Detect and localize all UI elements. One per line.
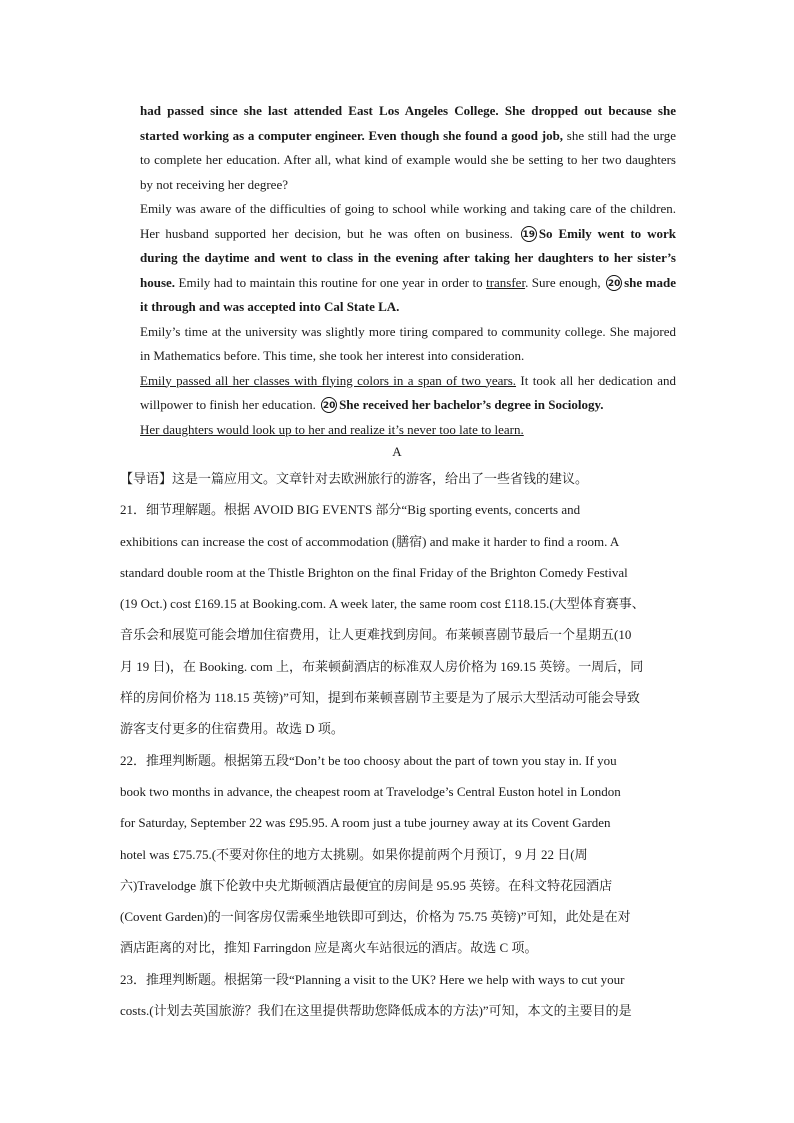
guide-line: 【导语】这是一篇应用文。文章针对去欧洲旅行的游客，给出了一些省钱的建议。 <box>120 471 589 486</box>
explanation-block <box>120 463 676 1026</box>
bold-sentence: So Emily went to work during the daytime and went to class in the evening after taking her daughters to her sister’s house. <box>140 225 676 290</box>
passage-text: . Sure enough, <box>525 274 605 290</box>
bold-sentence: had passed since she last attended East Los Angeles College. She dropped out because she started working as a computer engineer. Even though she found a good job, <box>140 103 676 143</box>
q21-line: 音乐会和展览可能会增加住宿费用，让人更难找到房间。布莱顿喜剧节最后一个星期五(10 <box>120 627 632 643</box>
underlined-word: transfer <box>486 274 526 290</box>
passage-text: Emily had to maintain this routine for one year in order to <box>175 274 487 290</box>
bold-sentence: She received her bachelor’s degree in Sociology. <box>339 397 604 412</box>
passage-paragraph-5 <box>140 418 676 443</box>
q21-line: (19 Oct.) cost £169.15 at Booking.com. A week later, the same room cost £118.15.(大型体育赛事、 <box>120 596 645 612</box>
passage-text: Emily was aware of the difficulties of going to school while working and taking care of the children. Her husband supported her decision, but he was often on business. <box>140 201 676 241</box>
q22-line: 22．推理判断题。根据第五段“Don’t be too choosy about the part of town you stay in. If you <box>120 752 617 768</box>
passage-paragraph-2 <box>140 197 676 320</box>
underlined-sentence: Her daughters would look up to her and realize it’s never too late to learn. <box>140 421 524 437</box>
q22-line: (Covent Garden)的一间客房仅需乘坐地铁即可到达，价格为 75.75 英镑)”可知，此处是在对 <box>120 909 631 925</box>
q23-line: costs.(计划去英国旅游？我们在这里提供帮助您降低成本的方法)”可知，本文的主要目的是 <box>120 1003 632 1019</box>
q21-line: standard double room at the Thistle Brighton on the final Friday of the Brighton Comedy Festival <box>120 564 628 580</box>
passage-paragraph-4 <box>140 369 676 418</box>
circled-number-20: 20 <box>606 275 622 291</box>
underlined-sentence: Emily passed all her classes with flying colors in a span of two years. <box>140 372 517 388</box>
passage-paragraph-3: Emily’s time at the university was slightly more tiring compared to community college. She majored in Mathematics before. This time, she took her interest into consideration. <box>140 323 676 363</box>
q21-line: 游客支付更多的住宿费用。故选 D 项。 <box>120 721 344 737</box>
circled-number-20: 20 <box>321 397 337 413</box>
section-label: A <box>392 444 402 459</box>
q22-line: 酒店距离的对比，推知 Farringdon 应是离火车站很远的酒店。故选 C 项。 <box>120 940 538 956</box>
q21-line: exhibitions can increase the cost of accommodation (膳宿) and make it harder to find a room. A <box>120 533 620 549</box>
q21-line: 21．细节理解题。根据 AVOID BIG EVENTS 部分“Big sporting events, concerts and <box>120 502 581 518</box>
q22-line: book two months in advance, the cheapest room at Travelodge’s Central Euston hotel in London <box>120 783 621 799</box>
q21-line: 样的房间价格为 118.15 英镑)”可知，提到布莱顿喜剧节主要是为了展示大型活动可能会导致 <box>120 690 640 706</box>
passage-text: she still had the urge to complete her education. After all, what kind of example would she be setting to her two daughters by not receiving her degree? <box>140 127 676 192</box>
passage-english <box>140 99 676 442</box>
q21-line: 月 19 日)，在 Booking. com 上，布莱顿蓟酒店的标准双人房价格为 169.15 英镑。一周后，同 <box>120 658 644 674</box>
circled-number-19: 19 <box>521 226 537 242</box>
bold-sentence: she made it through and was accepted into Cal State LA. <box>140 274 676 314</box>
q22-line: hotel was £75.75.(不要对你住的地方太挑剔。如果你提前两个月预订，9 月 22 日(周 <box>120 846 588 862</box>
passage-text: It took all her dedication and willpower to finish her education. <box>140 372 677 412</box>
q22-line: 六)Travelodge 旗下伦敦中央尤斯顿酒店最便宜的房间是 95.95 英镑。在科文特花园酒店 <box>120 877 613 893</box>
q22-line: for Saturday, September 22 was £95.95. A room just a tube journey away at its Covent Garden <box>120 815 611 831</box>
q23-line: 23．推理判断题。根据第一段“Planning a visit to the UK? Here we help with ways to cut your <box>120 971 625 987</box>
passage-paragraph-1 <box>140 99 676 197</box>
